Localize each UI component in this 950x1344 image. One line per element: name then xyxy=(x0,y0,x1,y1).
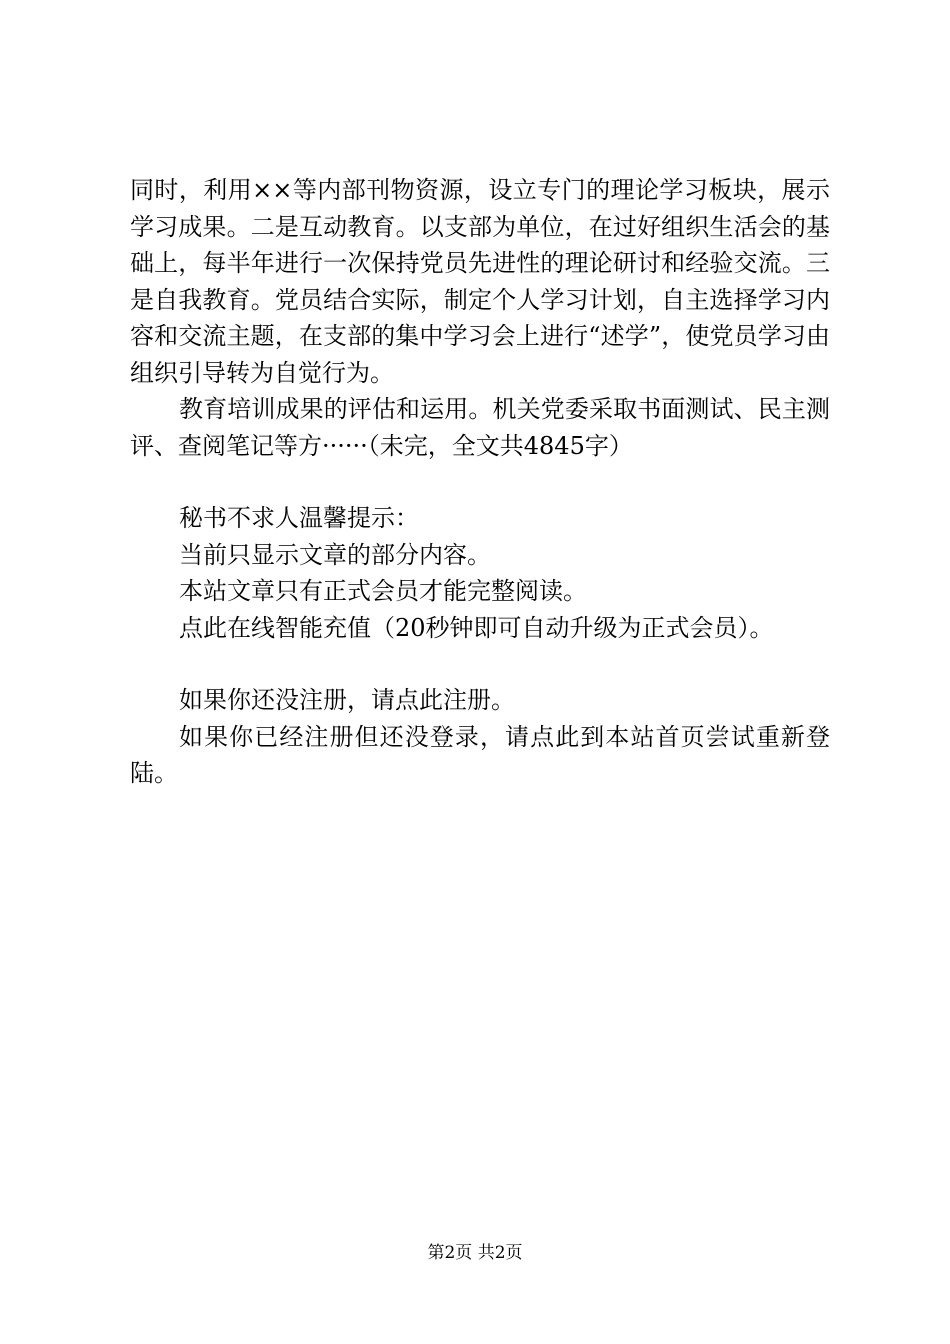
paragraph-spacer xyxy=(130,646,830,682)
register-link[interactable]: 如果你还没注册，请点此注册。 xyxy=(179,686,515,714)
notice-partial-content: 当前只显示文章的部分内容。 xyxy=(179,540,491,569)
notice-members-only: 本站文章只有正式会员才能完整阅读。 xyxy=(179,577,587,605)
body-paragraph: 同时，利用××等内部刊物资源，设立专门的理论学习板块，展示学习成果。二是互动教育。以支部为单位，在过好组织生活会的基础上，每半年进行一次保持党员先进性的理论研讨和经验交流。三是自我教育。党员结合实际，制定个人学习计划，自主选择学习内容和交流主题，在支部的集中学习会上进行“述学”，使党员学习由组织引导转为自觉行为。 xyxy=(130,176,830,387)
paragraph-spacer xyxy=(130,464,830,500)
body-paragraph-truncated: 教育培训成果的评估和运用。机关党委采取书面测试、民主测评、查阅笔记等方······（未完，全文共4845字） xyxy=(130,395,830,460)
login-link[interactable]: 如果你已经注册但还没登录，请点此到本站首页尝试重新登陆。 xyxy=(130,722,830,787)
recharge-link[interactable]: 点此在线智能充值（20秒钟即可自动升级为正式会员）。 xyxy=(179,613,774,642)
document-body xyxy=(130,172,830,792)
notice-title: 秘书不求人温馨提示： xyxy=(179,504,419,532)
page-indicator: 第2页 共2页 xyxy=(427,1243,523,1263)
